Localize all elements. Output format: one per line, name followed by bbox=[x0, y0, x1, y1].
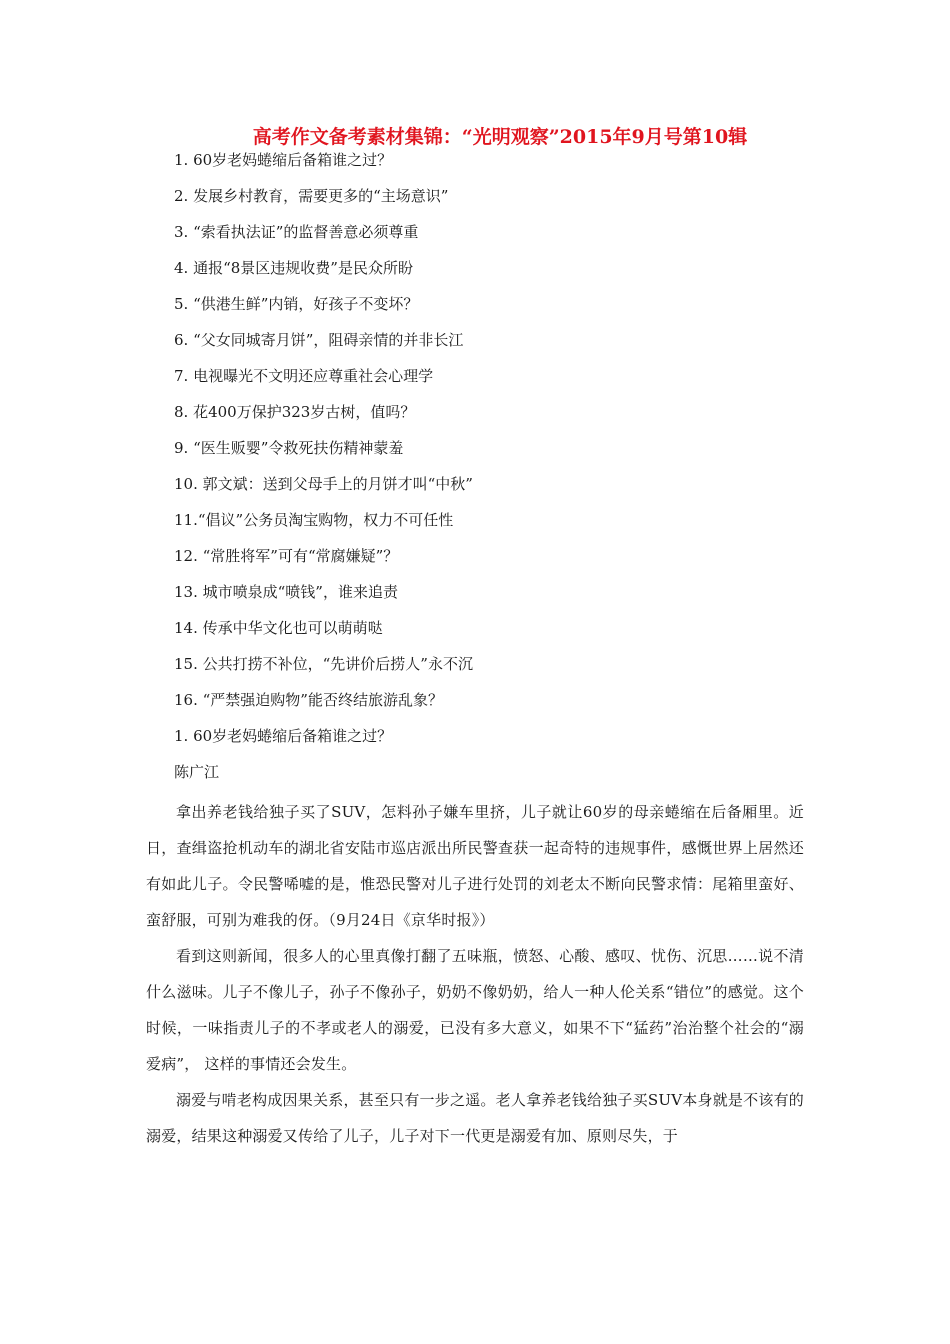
toc-item: 7. 电视曝光不文明还应尊重社会心理学 bbox=[174, 367, 434, 385]
article-paragraph: 溺爱与啃老构成因果关系，甚至只有一步之遥。老人拿养老钱给独子买SUV本身就是不该有的溺爱，结果这种溺爱又传给了儿子，儿子对下一代更是溺爱有加、原则尽失，于 bbox=[146, 1091, 804, 1145]
toc-item: 9. “医生贩婴”令救死扶伤精神蒙羞 bbox=[174, 439, 404, 457]
table-of-contents bbox=[174, 150, 473, 726]
toc-item: 14. 传承中华文化也可以萌萌哒 bbox=[174, 619, 383, 637]
article-heading: 1. 60岁老妈蜷缩后备箱谁之过？ bbox=[174, 727, 393, 745]
toc-item: 2. 发展乡村教育，需要更多的“主场意识” bbox=[174, 187, 449, 205]
toc-item: 16. “严禁强迫购物”能否终结旅游乱象？ bbox=[174, 691, 443, 709]
toc-item: 4. 通报“8景区违规收费”是民众所盼 bbox=[174, 259, 413, 277]
article-paragraph: 拿出养老钱给独子买了SUV，怎料孙子嫌车里挤，儿子就让60岁的母亲蜷缩在后备厢里。近日，查缉盗抢机动车的湖北省安陆市巡店派出所民警查获一起奇特的违规事件，感慨世界上居然还有如此儿子。令民警唏嘘的是，惟恐民警对儿子进行处罚的刘老太不断向民警求情：尾箱里蛮好、蛮舒服，可别为难我的伢。（9月24日《京华时报》） bbox=[146, 803, 804, 929]
document-title: 高考作文备考素材集锦：“光明观察”2015年9月号第10辑 bbox=[252, 126, 748, 148]
toc-item: 5. “供港生鲜”内销，好孩子不变坏？ bbox=[174, 295, 419, 313]
toc-item: 6. “父女同城寄月饼”，阻碍亲情的并非长江 bbox=[174, 331, 464, 349]
toc-item: 15. 公共打捞不补位，“先讲价后捞人”永不沉 bbox=[174, 655, 473, 673]
article-paragraph: 看到这则新闻，很多人的心里真像打翻了五味瓶，愤怒、心酸、感叹、忧伤、沉思……说不清什么滋味。儿子不像儿子，孙子不像孙子，奶奶不像奶奶，给人一种人伦关系“错位”的感觉。这个时候，一味指责儿子的不孝或老人的溺爱，已没有多大意义，如果不下“猛药”治治整个社会的“溺爱病”， 这样的事情还会发生。 bbox=[146, 947, 804, 1073]
toc-item: 10. 郭文斌：送到父母手上的月饼才叫“中秋” bbox=[174, 475, 473, 493]
toc-item: 1. 60岁老妈蜷缩后备箱谁之过？ bbox=[174, 151, 393, 169]
article-body bbox=[146, 726, 804, 1154]
toc-item: 8. 花400万保护323岁古树，值吗？ bbox=[174, 403, 416, 421]
toc-item: 12. “常胜将军”可有“常腐嫌疑”？ bbox=[174, 547, 399, 565]
toc-item: 3. “索看执法证”的监督善意必须尊重 bbox=[174, 223, 419, 241]
toc-item: 13. 城市喷泉成“喷钱”，谁来追责 bbox=[174, 583, 398, 601]
article-author: 陈广江 bbox=[174, 763, 220, 781]
toc-item: 11.“倡议”公务员淘宝购物，权力不可任性 bbox=[174, 511, 454, 529]
